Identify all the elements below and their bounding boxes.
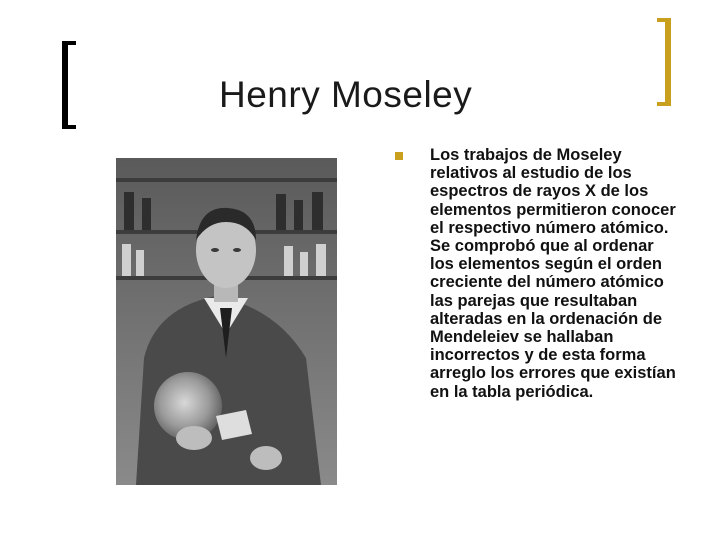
slide-title: Henry Moseley [219, 74, 473, 115]
portrait-photo [116, 158, 337, 485]
bullet-marker-icon [395, 152, 403, 160]
right-bracket-decoration [657, 18, 671, 106]
left-bracket-decoration [62, 41, 76, 129]
bullet-text: Los trabajos de Moseley relativos al estudio de los espectros de rayos X de los elementos permitieron conocer el respectivo número atómico. Se comprobó que al ordenar los elementos según el orden creciente del número atómico las parejas que resultaban alteradas en la ordenación de Mendeleiev se hallaban incorrectos y de esta forma arreglo los errores que existían en la tabla periódica. [430, 146, 676, 401]
